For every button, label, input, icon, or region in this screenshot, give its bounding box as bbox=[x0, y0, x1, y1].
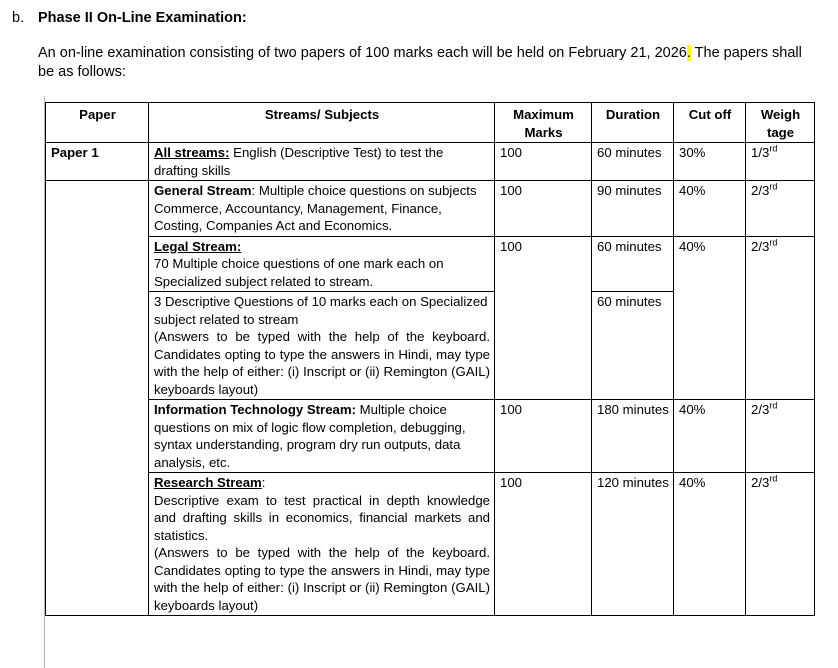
stream-title-legal: Legal Stream: bbox=[154, 238, 242, 254]
weightage-suffix-legal: rd bbox=[769, 237, 778, 248]
weightage-value-research: 2/3 bbox=[751, 475, 770, 490]
cell-duration-legal-2: 60 minutes bbox=[592, 292, 674, 400]
cell-streams-all bbox=[149, 143, 495, 181]
exam-structure-table bbox=[45, 102, 815, 616]
cell-streams-legal-objective bbox=[149, 236, 495, 292]
table-row bbox=[46, 236, 815, 292]
stream-body-general: : Multiple choice questions on subjects Commerce, Accountancy, Management, Finance, Costing, Companies Act and Economics. bbox=[154, 183, 477, 233]
cell-cutoff-legal: 40% bbox=[674, 236, 746, 400]
header-duration: Duration bbox=[592, 103, 674, 143]
weightage-suffix-it: rd bbox=[769, 400, 778, 411]
stream-body-legal-2: 3 Descriptive Questions of 10 marks each on Specialized subject related to stream bbox=[154, 294, 488, 327]
cell-weightage-paper-1 bbox=[746, 143, 815, 181]
stream-title-all-streams: All streams: bbox=[154, 145, 230, 160]
cell-paper-2 bbox=[46, 181, 149, 616]
header-paper: Paper bbox=[46, 103, 149, 143]
cell-duration-legal-1: 60 minutes bbox=[592, 236, 674, 292]
cell-streams-research bbox=[149, 473, 495, 616]
cell-cutoff-general: 40% bbox=[674, 181, 746, 237]
cell-cutoff-it: 40% bbox=[674, 400, 746, 473]
cell-duration-paper-1: 60 minutes bbox=[592, 143, 674, 181]
stream-body-legal-3: (Answers to be typed with the help of the keyboard. Candidates opting to type the answers in Hindi, may type with the help of either: (i) Inscript or (ii) Remington (GAIL) keyboards layout) bbox=[154, 329, 490, 397]
cell-cutoff-research: 40% bbox=[674, 473, 746, 616]
header-cut-off: Cut off bbox=[674, 103, 746, 143]
intro-highlight: . bbox=[686, 45, 691, 61]
table-row bbox=[46, 473, 815, 616]
cell-duration-it: 180 minutes bbox=[592, 400, 674, 473]
intro-text-after: The papers shall be as follows: bbox=[38, 45, 802, 80]
cell-cutoff-paper-1: 30% bbox=[674, 143, 746, 181]
header-maximum-marks: Maximum Marks bbox=[495, 103, 592, 143]
table-row bbox=[46, 400, 815, 473]
weightage-value-it: 2/3 bbox=[751, 402, 770, 417]
stream-title-research: Research Stream bbox=[154, 475, 262, 490]
stream-body-all-streams: English (Descriptive Test) to test the drafting skills bbox=[154, 145, 444, 178]
section-heading bbox=[12, 8, 812, 28]
cell-marks-research: 100 bbox=[495, 473, 592, 616]
table-row bbox=[46, 181, 815, 237]
stream-body-legal-1: 70 Multiple choice questions of one mark each on Specialized subject related to stream. bbox=[154, 256, 444, 289]
cell-streams-legal-descriptive bbox=[149, 292, 495, 400]
weightage-suffix-general: rd bbox=[769, 181, 778, 192]
stream-body-research-1: : bbox=[261, 475, 266, 490]
cell-weightage-research bbox=[746, 473, 815, 616]
header-weightage: Weigh tage bbox=[746, 103, 815, 143]
weightage-suffix-paper-1: rd bbox=[769, 143, 778, 154]
intro-paragraph bbox=[38, 44, 810, 82]
cell-marks-it: 100 bbox=[495, 400, 592, 473]
cell-marks-general: 100 bbox=[495, 181, 592, 237]
weightage-value-general: 2/3 bbox=[751, 183, 770, 198]
table-row bbox=[46, 143, 815, 181]
cell-streams-it bbox=[149, 400, 495, 473]
cell-duration-research: 120 minutes bbox=[592, 473, 674, 616]
cell-weightage-it bbox=[746, 400, 815, 473]
cell-weightage-general bbox=[746, 181, 815, 237]
cell-marks-legal: 100 bbox=[495, 236, 592, 400]
cell-marks-paper-1: 100 bbox=[495, 143, 592, 181]
weightage-value-paper-1: 1/3 bbox=[751, 145, 770, 160]
header-streams: Streams/ Subjects bbox=[149, 103, 495, 143]
stream-title-general: General Stream bbox=[154, 183, 252, 198]
stream-title-it: Information Technology Stream: bbox=[154, 402, 356, 417]
cell-duration-general: 90 minutes bbox=[592, 181, 674, 237]
stream-body-research-2: Descriptive exam to test practical in depth knowledge and drafting skills in economics, financial markets and statistics. bbox=[154, 492, 490, 543]
table-header-row bbox=[46, 103, 815, 143]
stream-body-research-3: (Answers to be typed with the help of the keyboard. Candidates opting to type the answers in Hindi, may type with the help of either: (i) Inscript or (ii) Remington (GAIL) keyboards layout) bbox=[154, 545, 490, 613]
page-title: Phase II On-Line Examination: bbox=[38, 10, 247, 26]
cell-streams-general bbox=[149, 181, 495, 237]
intro-text-before: An on-line examination consisting of two papers of 100 marks each will be held on February 21, 2026 bbox=[38, 45, 687, 61]
section-marker: b. bbox=[12, 10, 25, 26]
cell-paper-1: Paper 1 bbox=[46, 143, 149, 181]
stream-body-it: Multiple choice questions on mix of logic flow completion, debugging, syntax understanding, program dry run outputs, data analysis, etc. bbox=[154, 402, 466, 470]
weightage-value-legal: 2/3 bbox=[751, 238, 770, 254]
weightage-suffix-research: rd bbox=[769, 473, 778, 484]
cell-weightage-legal bbox=[746, 236, 815, 400]
